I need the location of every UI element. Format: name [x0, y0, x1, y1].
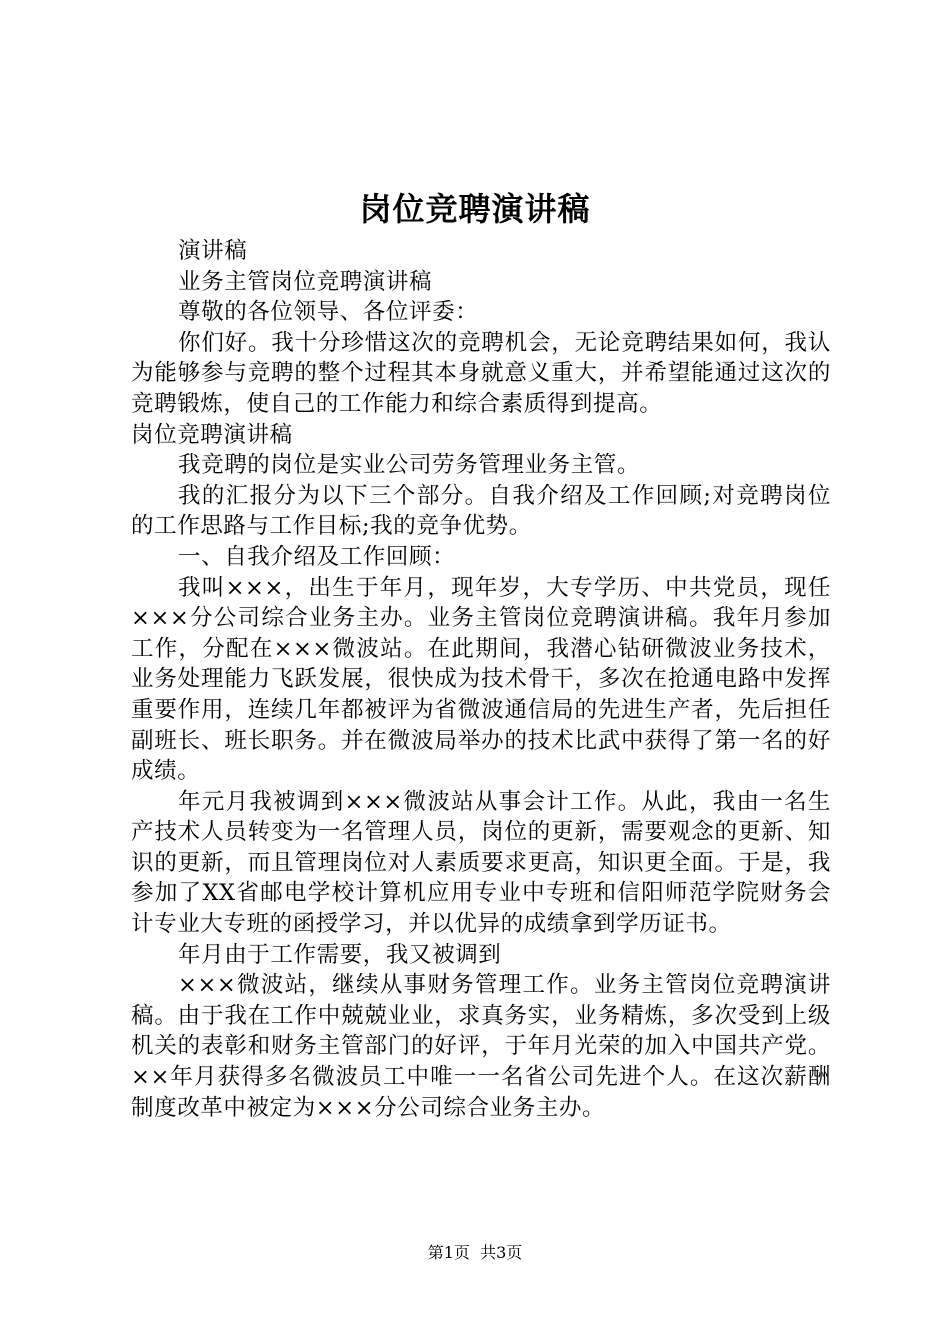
- document-body: [131, 236, 831, 1123]
- page-footer: [0, 1241, 950, 1265]
- paragraph-12: ×××微波站，继续从事财务管理工作。业务主管岗位竞聘演讲稿。由于我在工作中兢兢业业，求真务实，业务精炼，多次受到上级机关的表彰和财务主管部门的好评，于年月光荣的加入中国共产党。××年月获得多名微波员工中唯一一名省公司先进个人。在这次薪酬制度改革中被定为×××分公司综合业务主办。: [131, 972, 831, 1121]
- paragraph-10: 年元月我被调到×××微波站从事会计工作。从此，我由一名生产技术人员转变为一名管理人员，岗位的更新，需要观念的更新、知识的更新，而且管理岗位对人素质要求更高，知识更全面。于是，我参加了XX省邮电学校计算机应用专业中专班和信阳师范学院财务会计专业大专班的函授学习，并以优异的成绩拿到学历证书。: [131, 788, 831, 938]
- document-title: 岗位竞聘演讲稿: [359, 190, 591, 228]
- paragraph-2: 业务主管岗位竞聘演讲稿: [178, 268, 433, 295]
- page-number-total: 共3页: [480, 1243, 523, 1262]
- paragraph-5: 岗位竞聘演讲稿: [131, 421, 293, 448]
- paragraph-8: 一、自我介绍及工作回顾：: [178, 543, 456, 570]
- paragraph-7: 我的汇报分为以下三个部分。自我介绍及工作回顾;对竞聘岗位的工作思路与工作目标;我的竞争优势。: [131, 482, 831, 540]
- paragraph-4: 你们好。我十分珍惜这次的竞聘机会，无论竞聘结果如何，我认为能够参与竞聘的整个过程其本身就意义重大，并希望能通过这次的竞聘锻炼，使自己的工作能力和综合素质得到提高。: [131, 329, 831, 417]
- page-number-current: 第1页: [427, 1243, 470, 1262]
- paragraph-11: 年月由于工作需要，我又被调到: [178, 941, 502, 968]
- paragraph-9: 我叫×××，出生于年月，现年岁，大专学历、中共党员，现任×××分公司综合业务主办。业务主管岗位竞聘演讲稿。我年月参加工作，分配在×××微波站。在此期间，我潜心钻研微波业务技术，业务处理能力飞跃发展，很快成为技术骨干，多次在抢通电路中发挥重要作用，连续几年都被评为省微波通信局的先进生产者，先后担任副班长、班长职务。并在微波局举办的技术比武中获得了第一名的好成绩。: [131, 574, 831, 785]
- paragraph-1: 演讲稿: [178, 238, 248, 264]
- paragraph-3: 尊敬的各位领导、各位评委：: [178, 299, 479, 326]
- paragraph-6: 我竞聘的岗位是实业公司劳务管理业务主管。: [178, 452, 641, 479]
